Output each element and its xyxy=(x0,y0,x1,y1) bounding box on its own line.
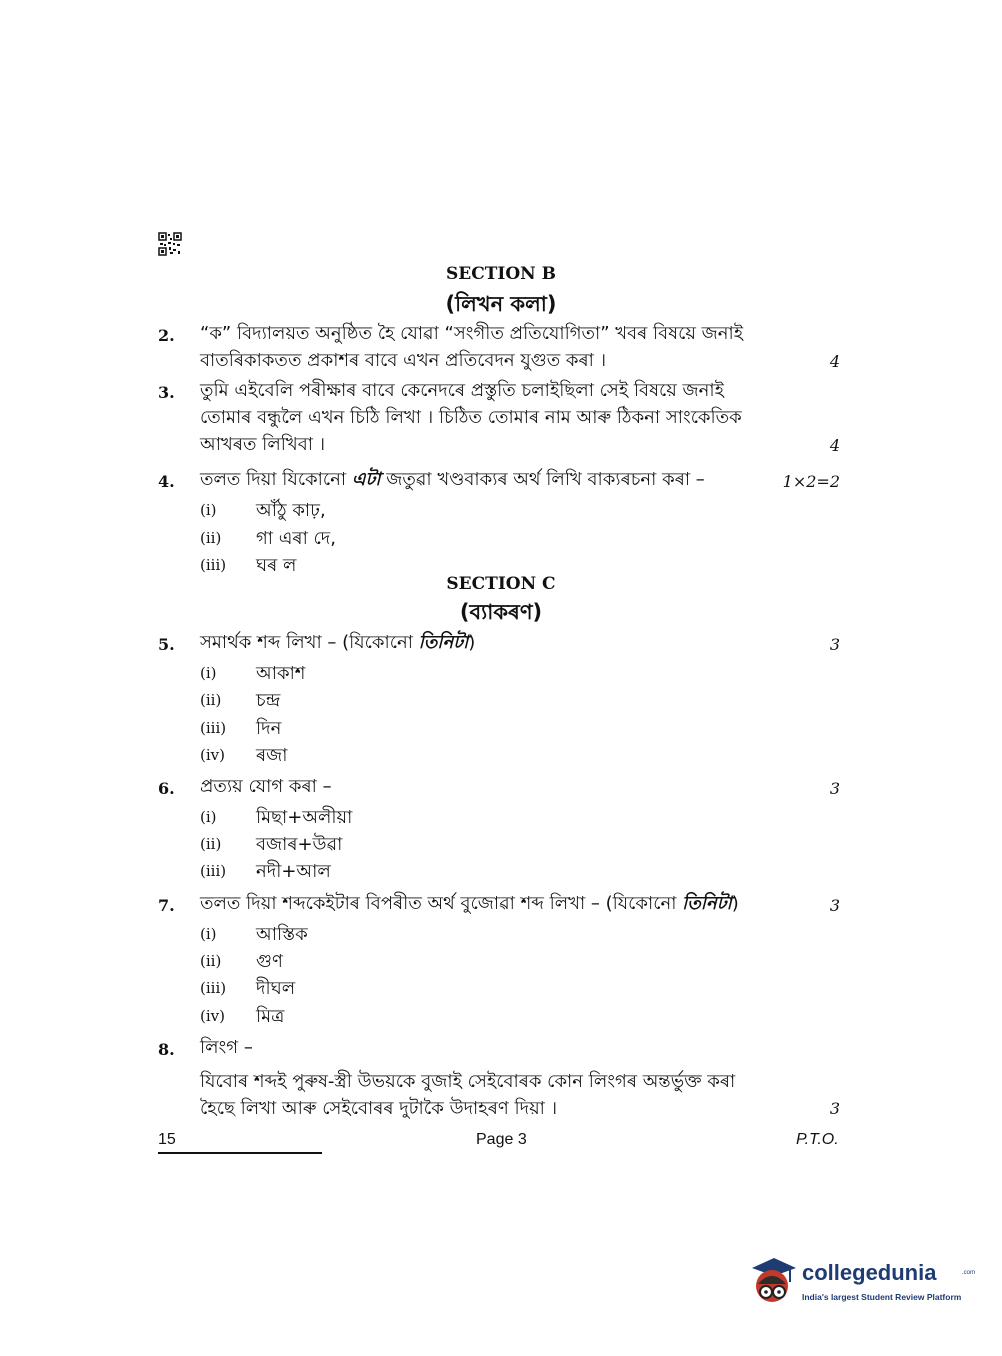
section-b-title: SECTION B xyxy=(445,264,556,284)
question-6-marks: 3 xyxy=(829,779,840,798)
question-7-option-text: দীঘল xyxy=(256,978,296,999)
question-6-number: 6. xyxy=(158,779,175,798)
section-b-subtitle: (লিখন কলা) xyxy=(445,292,557,316)
question-2-marks: 4 xyxy=(829,352,840,371)
question-5-option-text: দিন xyxy=(256,718,282,739)
question-2-text xyxy=(200,320,802,374)
question-6-text: প্ৰত্যয় যোগ কৰা – xyxy=(200,776,332,797)
brand-suffix: .com xyxy=(962,1270,976,1276)
question-7-option-text: গুণ xyxy=(256,951,283,972)
question-7-emphasis: তিনিটা xyxy=(682,893,732,914)
question-5-text-before: সমাৰ্থক শব্দ লিখা – (যিকোনো xyxy=(200,632,419,653)
question-8-heading: লিংগ – xyxy=(200,1037,253,1058)
question-6-option-text: নদী+আল xyxy=(256,861,331,882)
section-c-title: SECTION C xyxy=(446,574,556,594)
question-4-option-text: গা এৰা দে, xyxy=(256,528,336,549)
question-7-text-before: তলত দিয়া শব্দকেইটাৰ বিপৰীত অৰ্থ বুজোৱা শব্দ লিখা – (যিকোনো xyxy=(200,893,683,914)
brand-name: collegedunia xyxy=(802,1260,937,1285)
question-8-marks: 3 xyxy=(829,1099,840,1118)
question-5-marks: 3 xyxy=(829,635,840,654)
mascot-icon xyxy=(744,1252,800,1316)
question-4-text-after: জতুৱা খণ্ডবাক্যৰ অৰ্থ লিখি বাক্যৰচনা কৰা – xyxy=(380,469,705,490)
question-4-number: 4. xyxy=(158,472,175,491)
question-5-text-after: ) xyxy=(468,632,476,653)
question-4-option-number: (i) xyxy=(200,501,217,519)
question-4-option-text: আঁঠু কাঢ়, xyxy=(256,500,326,521)
question-6-option-number: (ii) xyxy=(200,835,222,853)
brand-tagline: India's largest Student Review Platform xyxy=(802,1292,962,1302)
question-4-emphasis: এটা xyxy=(351,469,381,490)
question-4-option-number: (ii) xyxy=(200,529,222,547)
question-5-option-number: (ii) xyxy=(200,691,222,709)
question-8-line-2: হৈছে লিখা আৰু সেইবোৰৰ দুটাকৈ উদাহৰণ দিয়া । xyxy=(200,1098,558,1119)
question-8-text xyxy=(200,1068,802,1122)
question-4-text-before: তলত দিয়া যিকোনো xyxy=(200,469,352,490)
question-4-option-number: (iii) xyxy=(200,556,227,574)
section-c-subtitle: (ব্যাকৰণ) xyxy=(459,600,543,624)
question-4-text xyxy=(200,466,802,493)
question-7-number: 7. xyxy=(158,896,175,915)
page-number: Page 3 xyxy=(476,1131,527,1148)
question-2-line-1: “ক” বিদ্যালয়ত অনুষ্ঠিত হৈ যোৱা “সংগীত প্ৰতিযোগিতা” খবৰ বিষয়ে জনাই xyxy=(200,323,744,344)
question-7-option-number: (i) xyxy=(200,925,217,943)
question-2-line-2: বাতৰিকাকতত প্ৰকাশৰ বাবে এখন প্ৰতিবেদন যুগুত কৰা । xyxy=(200,350,607,371)
question-4-marks: 1×2=2 xyxy=(782,472,840,491)
question-5-option-number: (iv) xyxy=(200,746,225,764)
question-6-option-number: (i) xyxy=(200,808,217,826)
question-3-line-3: আখৰত লিখিবা । xyxy=(200,434,326,455)
question-3-line-2: তোমাৰ বন্ধুলৈ এখন চিঠি লিখা । চিঠিত তোমাৰ নাম আৰু ঠিকনা সাংকেতিক xyxy=(200,407,742,428)
question-8-number: 8. xyxy=(158,1040,175,1059)
question-6-option-number: (iii) xyxy=(200,862,227,880)
question-6-option-text: মিছা+অলীয়া xyxy=(256,807,353,828)
question-7-option-number: (iii) xyxy=(200,979,227,997)
question-5-option-text: চন্দ্ৰ xyxy=(256,690,281,711)
question-7-option-number: (ii) xyxy=(200,952,222,970)
question-5-number: 5. xyxy=(158,635,175,654)
question-3-line-1: তুমি এইবেলি পৰীক্ষাৰ বাবে কেনেদৰে প্ৰস্তুতি চলাইছিলা সেই বিষয়ে জনাই xyxy=(200,380,724,401)
question-5-option-text: আকাশ xyxy=(256,663,306,684)
question-5-option-number: (i) xyxy=(200,664,217,682)
question-3-marks: 4 xyxy=(829,436,840,455)
question-7-option-text: মিত্ৰ xyxy=(256,1006,285,1027)
question-3-text xyxy=(200,377,802,458)
pto-label: P.T.O. xyxy=(796,1131,839,1148)
question-4-option-text: ঘৰ ল xyxy=(256,555,297,576)
question-5-option-number: (iii) xyxy=(200,719,227,737)
question-5-text xyxy=(200,629,802,656)
question-2-number: 2. xyxy=(158,326,175,345)
question-7-text-after: ) xyxy=(731,893,739,914)
question-7-marks: 3 xyxy=(829,896,840,915)
question-5-option-text: ৰজা xyxy=(256,745,288,766)
footer-rule xyxy=(158,1152,322,1154)
question-5-emphasis: তিনিটা xyxy=(418,632,469,653)
question-8-line-1: যিবোৰ শব্দই পুৰুষ-স্ত্ৰী উভয়কে বুজাই সেইবোৰক কোন লিংগৰ অন্তৰ্ভুক্ত কৰা xyxy=(200,1071,736,1092)
collegedunia-logo xyxy=(744,1252,974,1316)
paper-code: 15 xyxy=(158,1131,176,1148)
question-6-option-text: বজাৰ+উৱা xyxy=(256,834,343,855)
question-7-option-number: (iv) xyxy=(200,1007,225,1025)
question-7-text xyxy=(200,890,802,917)
qr-code-icon xyxy=(158,232,182,256)
question-7-option-text: আস্তিক xyxy=(256,924,308,945)
question-3-number: 3. xyxy=(158,383,175,402)
